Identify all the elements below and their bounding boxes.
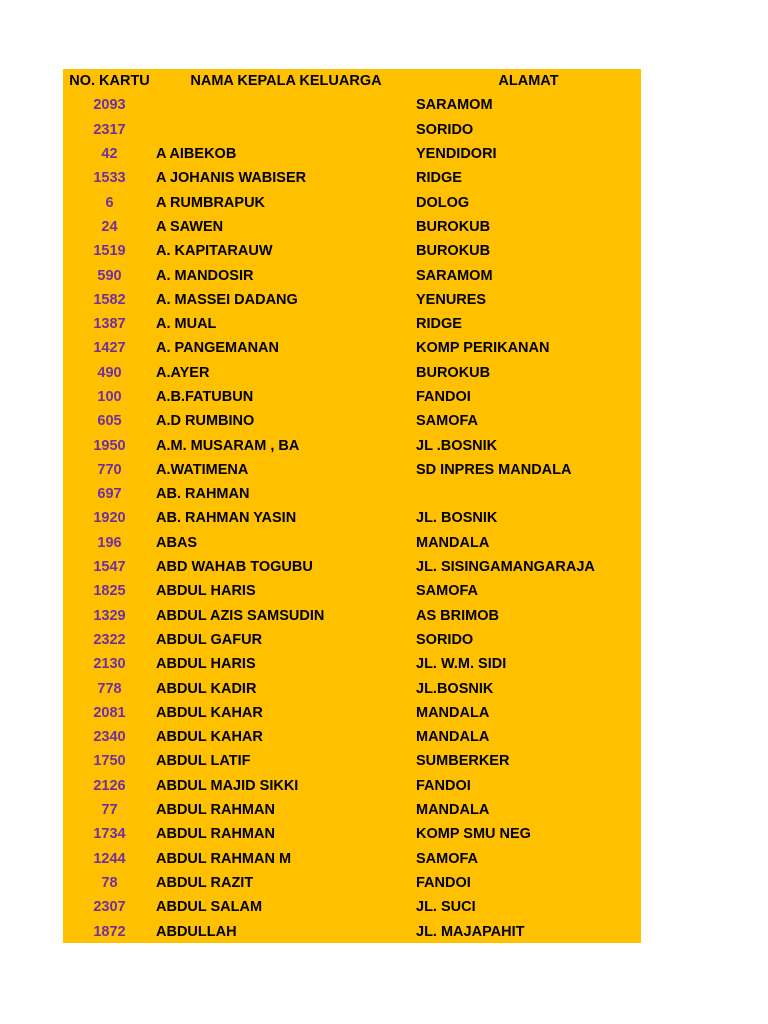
cell-alamat: SARAMOM [416, 97, 493, 114]
cell-nama-kepala-keluarga: A. MASSEI DADANG [156, 291, 298, 308]
cell-alamat: SORIDO [416, 121, 474, 138]
cell-no-kartu: 1519 [93, 243, 126, 260]
table-row [63, 555, 641, 579]
table-body [63, 93, 641, 943]
cell-no-kartu: 42 [101, 146, 118, 163]
cell-nama-kepala-keluarga: A. PANGEMANAN [156, 340, 279, 357]
cell-no-kartu: 2093 [93, 97, 126, 114]
cell-no-kartu: 1734 [93, 826, 126, 843]
cell-nama-kepala-keluarga [156, 118, 416, 142]
cell-alamat: JL. SISINGAMANGARAJA [416, 559, 595, 576]
cell-no-kartu: 590 [97, 267, 122, 284]
cell-nama-kepala-keluarga: ABDUL GAFUR [156, 631, 263, 648]
table-header [63, 69, 641, 93]
cell-nama-kepala-keluarga: A RUMBRAPUK [156, 194, 266, 211]
cell-alamat: JL. W.M. SIDI [416, 656, 507, 673]
cell-nama-kepala-keluarga [156, 93, 416, 117]
cell-alamat: JL. BOSNIK [416, 510, 498, 527]
column-header-no-kartu: NO. KARTU [69, 73, 150, 90]
cell-no-kartu: 778 [97, 680, 122, 697]
cell-alamat: SORIDO [416, 631, 474, 648]
cell-nama-kepala-keluarga: ABDUL HARIS [156, 583, 256, 600]
cell-nama-kepala-keluarga: A AIBEKOB [156, 146, 237, 163]
cell-alamat: KOMP SMU NEG [416, 826, 531, 843]
table-row [63, 166, 641, 190]
cell-nama-kepala-keluarga: ABD WAHAB TOGUBU [156, 559, 313, 576]
cell-alamat: KOMP PERIKANAN [416, 340, 550, 357]
cell-no-kartu: 6 [105, 194, 114, 211]
cell-nama-kepala-keluarga: ABDULLAH [156, 923, 237, 940]
cell-nama-kepala-keluarga: A SAWEN [156, 218, 224, 235]
cell-nama-kepala-keluarga: A. KAPITARAUW [156, 243, 273, 260]
cell-alamat: AS BRIMOB [416, 607, 499, 624]
table-row [63, 215, 641, 239]
cell-alamat: YENURES [416, 291, 487, 308]
cell-no-kartu: 77 [101, 802, 118, 819]
cell-no-kartu: 770 [97, 461, 122, 478]
cell-alamat: SUMBERKER [416, 753, 510, 770]
table-row [63, 919, 641, 943]
cell-nama-kepala-keluarga: ABDUL HARIS [156, 656, 256, 673]
cell-alamat: RIDGE [416, 170, 462, 187]
cell-nama-kepala-keluarga: ABDUL RAZIT [156, 874, 254, 891]
cell-nama-kepala-keluarga: ABDUL RAHMAN [156, 802, 275, 819]
cell-no-kartu: 1244 [93, 850, 126, 867]
cell-nama-kepala-keluarga: ABDUL AZIS SAMSUDIN [156, 607, 325, 624]
cell-no-kartu: 2340 [93, 729, 126, 746]
cell-alamat: SD INPRES MANDALA [416, 461, 572, 478]
cell-no-kartu: 1582 [93, 291, 126, 308]
cell-nama-kepala-keluarga: ABDUL KADIR [156, 680, 257, 697]
cell-nama-kepala-keluarga: A. MANDOSIR [156, 267, 254, 284]
table-row [63, 531, 641, 555]
table-row [63, 506, 641, 530]
cell-alamat: BUROKUB [416, 218, 491, 235]
table-row [63, 482, 641, 506]
cell-no-kartu: 1329 [93, 607, 126, 624]
cell-alamat: SAMOFA [416, 850, 479, 867]
cell-nama-kepala-keluarga: ABDUL KAHAR [156, 704, 263, 721]
cell-nama-kepala-keluarga: AB. RAHMAN YASIN [156, 510, 297, 527]
cell-no-kartu: 1547 [93, 559, 126, 576]
cell-alamat [416, 482, 641, 506]
cell-no-kartu: 1872 [93, 923, 126, 940]
cell-no-kartu: 2126 [93, 777, 126, 794]
cell-alamat: FANDOI [416, 777, 471, 794]
table-row [63, 433, 641, 457]
cell-alamat: DOLOG [416, 194, 470, 211]
table-row [63, 458, 641, 482]
cell-nama-kepala-keluarga: ABDUL SALAM [156, 899, 263, 916]
table-row [63, 628, 641, 652]
cell-alamat: BUROKUB [416, 364, 491, 381]
table-row [63, 239, 641, 263]
table-row [63, 263, 641, 287]
cell-no-kartu: 1950 [93, 437, 126, 454]
cell-alamat: JL.BOSNIK [416, 680, 494, 697]
cell-no-kartu: 2081 [93, 704, 126, 721]
cell-no-kartu: 1825 [93, 583, 126, 600]
table-row [63, 190, 641, 214]
cell-no-kartu: 100 [97, 389, 122, 405]
table-row [63, 312, 641, 336]
table-row [63, 895, 641, 919]
table-row [63, 871, 641, 895]
cell-alamat: MANDALA [416, 704, 490, 721]
cell-no-kartu: 1427 [93, 340, 126, 357]
column-header-nama: NAMA KEPALA KELUARGA [190, 73, 382, 90]
cell-no-kartu: 2130 [93, 656, 126, 673]
cell-alamat: SAMOFA [416, 413, 479, 430]
cell-no-kartu: 490 [97, 364, 122, 381]
table-row [63, 409, 641, 433]
cell-no-kartu: 1920 [93, 510, 126, 527]
cell-no-kartu: 2307 [93, 899, 126, 916]
cell-alamat: BUROKUB [416, 243, 491, 260]
cell-alamat: JL. SUCI [416, 899, 476, 916]
cell-nama-kepala-keluarga: ABDUL LATIF [156, 753, 251, 770]
table-row [63, 822, 641, 846]
cell-no-kartu: 24 [101, 218, 118, 235]
table-row [63, 93, 641, 117]
column-header-alamat: ALAMAT [498, 73, 559, 90]
cell-alamat: MANDALA [416, 729, 490, 746]
cell-nama-kepala-keluarga: ABAS [156, 534, 198, 551]
family-card-table [63, 69, 641, 944]
cell-nama-kepala-keluarga: A.D RUMBINO [156, 413, 255, 430]
header-row [63, 69, 641, 93]
table-row [63, 701, 641, 725]
cell-alamat: MANDALA [416, 802, 490, 819]
table-row [63, 361, 641, 385]
cell-nama-kepala-keluarga: A.WATIMENA [156, 461, 249, 478]
cell-no-kartu: 78 [101, 874, 118, 891]
table-row [63, 288, 641, 312]
table-row [63, 749, 641, 773]
cell-no-kartu: 697 [97, 486, 122, 503]
table-row [63, 604, 641, 628]
cell-nama-kepala-keluarga: A. MUAL [156, 316, 217, 333]
cell-nama-kepala-keluarga: ABDUL MAJID SIKKI [156, 777, 299, 794]
cell-no-kartu: 1533 [93, 170, 126, 187]
cell-nama-kepala-keluarga: ABDUL KAHAR [156, 729, 263, 746]
cell-alamat: MANDALA [416, 534, 490, 551]
cell-nama-kepala-keluarga: A.B.FATUBUN [156, 389, 254, 405]
table-row [63, 336, 641, 360]
cell-nama-kepala-keluarga: ABDUL RAHMAN [156, 826, 275, 843]
cell-alamat: FANDOI [416, 389, 471, 405]
cell-alamat: FANDOI [416, 874, 471, 891]
cell-no-kartu: 2317 [93, 121, 126, 138]
table-row [63, 142, 641, 166]
cell-alamat: SARAMOM [416, 267, 493, 284]
cell-alamat: SAMOFA [416, 583, 479, 600]
spreadsheet-page [63, 69, 641, 943]
table-row [63, 798, 641, 822]
cell-no-kartu: 605 [97, 413, 122, 430]
cell-nama-kepala-keluarga: A.AYER [156, 364, 210, 381]
table-row [63, 847, 641, 871]
table-row [63, 774, 641, 798]
cell-alamat: JL. MAJAPAHIT [416, 923, 525, 940]
cell-alamat: RIDGE [416, 316, 462, 333]
cell-nama-kepala-keluarga: A.M. MUSARAM , BA [156, 437, 300, 454]
table-row [63, 579, 641, 603]
table-row [63, 118, 641, 142]
cell-nama-kepala-keluarga: A JOHANIS WABISER [156, 170, 307, 187]
cell-no-kartu: 1750 [93, 753, 126, 770]
cell-alamat: JL .BOSNIK [416, 437, 498, 454]
table-row [63, 385, 641, 409]
cell-no-kartu: 196 [97, 534, 122, 551]
cell-alamat: YENDIDORI [416, 146, 497, 163]
cell-no-kartu: 2322 [93, 631, 126, 648]
table-row [63, 652, 641, 676]
table-row [63, 725, 641, 749]
cell-nama-kepala-keluarga: ABDUL RAHMAN M [156, 850, 292, 867]
table-row [63, 676, 641, 700]
cell-no-kartu: 1387 [93, 316, 126, 333]
cell-nama-kepala-keluarga: AB. RAHMAN [156, 486, 250, 503]
